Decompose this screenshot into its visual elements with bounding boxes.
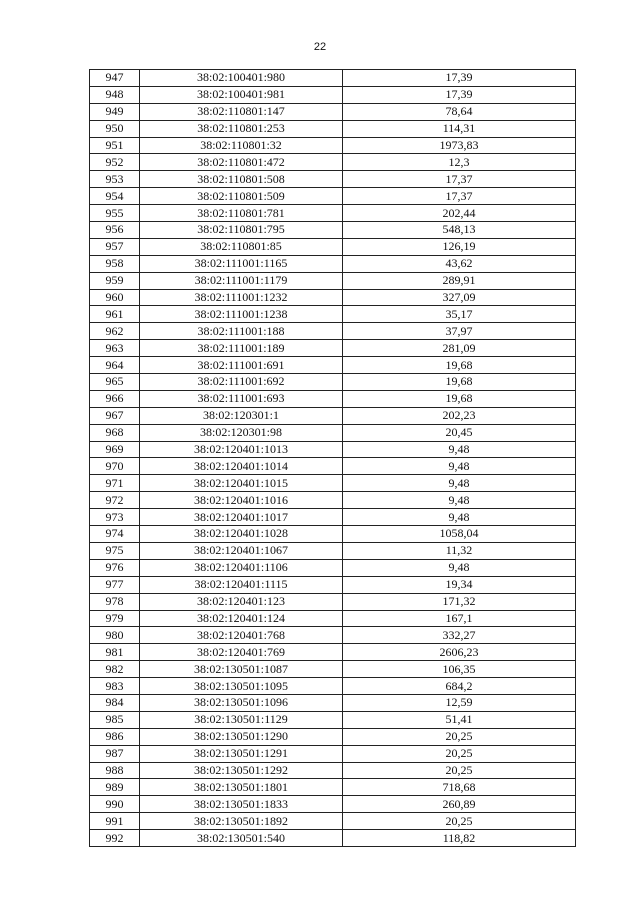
row-number-cell: 991 — [90, 813, 140, 830]
row-number-cell: 970 — [90, 458, 140, 475]
row-number-cell: 974 — [90, 526, 140, 543]
value-cell: 327,09 — [343, 289, 576, 306]
table-row — [90, 728, 576, 745]
row-number-cell: 952 — [90, 154, 140, 171]
cadastral-number-cell: 38:02:110801:85 — [140, 238, 343, 255]
cadastral-number-cell: 38:02:120401:769 — [140, 644, 343, 661]
row-number-cell: 964 — [90, 357, 140, 374]
row-number-cell: 968 — [90, 424, 140, 441]
value-cell: 118,82 — [343, 830, 576, 847]
row-number-cell: 989 — [90, 779, 140, 796]
row-number-cell: 959 — [90, 272, 140, 289]
row-number-cell: 956 — [90, 222, 140, 239]
table-row — [90, 171, 576, 188]
cadastral-table — [89, 69, 576, 847]
value-cell: 9,48 — [343, 559, 576, 576]
cadastral-number-cell: 38:02:130501:1291 — [140, 745, 343, 762]
cadastral-number-cell: 38:02:111001:693 — [140, 390, 343, 407]
cadastral-number-cell: 38:02:120301:98 — [140, 424, 343, 441]
value-cell: 19,68 — [343, 357, 576, 374]
cadastral-number-cell: 38:02:120401:1067 — [140, 542, 343, 559]
cadastral-number-cell: 38:02:120401:1115 — [140, 576, 343, 593]
value-cell: 2606,23 — [343, 644, 576, 661]
row-number-cell: 958 — [90, 255, 140, 272]
row-number-cell: 950 — [90, 120, 140, 137]
table-row — [90, 779, 576, 796]
table-row — [90, 306, 576, 323]
value-cell: 78,64 — [343, 103, 576, 120]
value-cell: 35,17 — [343, 306, 576, 323]
cadastral-number-cell: 38:02:111001:691 — [140, 357, 343, 374]
table-row — [90, 289, 576, 306]
cadastral-number-cell: 38:02:120401:1014 — [140, 458, 343, 475]
cadastral-number-cell: 38:02:110801:795 — [140, 222, 343, 239]
table-row — [90, 120, 576, 137]
row-number-cell: 962 — [90, 323, 140, 340]
table-row — [90, 137, 576, 154]
cadastral-number-cell: 38:02:110801:509 — [140, 188, 343, 205]
table-row — [90, 627, 576, 644]
row-number-cell: 957 — [90, 238, 140, 255]
table-row — [90, 661, 576, 678]
value-cell: 37,97 — [343, 323, 576, 340]
value-cell: 9,48 — [343, 475, 576, 492]
table-row — [90, 492, 576, 509]
cadastral-number-cell: 38:02:110801:508 — [140, 171, 343, 188]
cadastral-number-cell: 38:02:111001:1232 — [140, 289, 343, 306]
cadastral-number-cell: 38:02:100401:980 — [140, 70, 343, 87]
value-cell: 281,09 — [343, 340, 576, 357]
cadastral-number-cell: 38:02:111001:1165 — [140, 255, 343, 272]
row-number-cell: 979 — [90, 610, 140, 627]
table-row — [90, 509, 576, 526]
row-number-cell: 966 — [90, 390, 140, 407]
value-cell: 17,37 — [343, 188, 576, 205]
table-row — [90, 526, 576, 543]
row-number-cell: 983 — [90, 678, 140, 695]
table-row — [90, 694, 576, 711]
cadastral-number-cell: 38:02:130501:1801 — [140, 779, 343, 796]
table-row — [90, 86, 576, 103]
table-row — [90, 70, 576, 87]
value-cell: 332,27 — [343, 627, 576, 644]
row-number-cell: 967 — [90, 407, 140, 424]
table-row — [90, 154, 576, 171]
table-body — [90, 70, 576, 847]
table-row — [90, 255, 576, 272]
cadastral-number-cell: 38:02:130501:1096 — [140, 694, 343, 711]
cadastral-number-cell: 38:02:130501:1290 — [140, 728, 343, 745]
cadastral-number-cell: 38:02:110801:781 — [140, 205, 343, 222]
row-number-cell: 981 — [90, 644, 140, 661]
table-row — [90, 678, 576, 695]
row-number-cell: 990 — [90, 796, 140, 813]
cadastral-number-cell: 38:02:120401:1028 — [140, 526, 343, 543]
cadastral-number-cell: 38:02:100401:981 — [140, 86, 343, 103]
table-row — [90, 796, 576, 813]
value-cell: 51,41 — [343, 711, 576, 728]
cadastral-number-cell: 38:02:111001:1238 — [140, 306, 343, 323]
row-number-cell: 978 — [90, 593, 140, 610]
value-cell: 202,44 — [343, 205, 576, 222]
table-row — [90, 390, 576, 407]
row-number-cell: 947 — [90, 70, 140, 87]
row-number-cell: 949 — [90, 103, 140, 120]
value-cell: 19,68 — [343, 374, 576, 391]
row-number-cell: 972 — [90, 492, 140, 509]
row-number-cell: 954 — [90, 188, 140, 205]
table-row — [90, 830, 576, 847]
value-cell: 12,59 — [343, 694, 576, 711]
row-number-cell: 948 — [90, 86, 140, 103]
cadastral-number-cell: 38:02:120401:1016 — [140, 492, 343, 509]
value-cell: 20,45 — [343, 424, 576, 441]
table-row — [90, 475, 576, 492]
value-cell: 167,1 — [343, 610, 576, 627]
table-row — [90, 559, 576, 576]
cadastral-number-cell: 38:02:120401:1106 — [140, 559, 343, 576]
table-row — [90, 424, 576, 441]
value-cell: 260,89 — [343, 796, 576, 813]
row-number-cell: 963 — [90, 340, 140, 357]
table-row — [90, 542, 576, 559]
cadastral-number-cell: 38:02:120401:124 — [140, 610, 343, 627]
cadastral-number-cell: 38:02:130501:1292 — [140, 762, 343, 779]
row-number-cell: 988 — [90, 762, 140, 779]
value-cell: 12,3 — [343, 154, 576, 171]
page-number: 22 — [313, 41, 327, 53]
value-cell: 114,31 — [343, 120, 576, 137]
cadastral-number-cell: 38:02:130501:540 — [140, 830, 343, 847]
value-cell: 19,34 — [343, 576, 576, 593]
value-cell: 20,25 — [343, 762, 576, 779]
value-cell: 289,91 — [343, 272, 576, 289]
cadastral-number-cell: 38:02:110801:253 — [140, 120, 343, 137]
row-number-cell: 992 — [90, 830, 140, 847]
value-cell: 20,25 — [343, 813, 576, 830]
value-cell: 9,48 — [343, 441, 576, 458]
table-row — [90, 644, 576, 661]
table-row — [90, 222, 576, 239]
row-number-cell: 971 — [90, 475, 140, 492]
value-cell: 17,39 — [343, 70, 576, 87]
value-cell: 1973,83 — [343, 137, 576, 154]
value-cell: 718,68 — [343, 779, 576, 796]
cadastral-number-cell: 38:02:111001:692 — [140, 374, 343, 391]
cadastral-number-cell: 38:02:111001:1179 — [140, 272, 343, 289]
row-number-cell: 986 — [90, 728, 140, 745]
table-row — [90, 813, 576, 830]
cadastral-number-cell: 38:02:130501:1833 — [140, 796, 343, 813]
row-number-cell: 982 — [90, 661, 140, 678]
row-number-cell: 976 — [90, 559, 140, 576]
row-number-cell: 965 — [90, 374, 140, 391]
table-row — [90, 205, 576, 222]
value-cell: 19,68 — [343, 390, 576, 407]
table-row — [90, 762, 576, 779]
table-row — [90, 711, 576, 728]
table-row — [90, 745, 576, 762]
table-row — [90, 188, 576, 205]
value-cell: 9,48 — [343, 492, 576, 509]
row-number-cell: 969 — [90, 441, 140, 458]
row-number-cell: 985 — [90, 711, 140, 728]
table-row — [90, 340, 576, 357]
cadastral-number-cell: 38:02:120401:123 — [140, 593, 343, 610]
table-row — [90, 323, 576, 340]
table-row — [90, 610, 576, 627]
value-cell: 17,37 — [343, 171, 576, 188]
table-row — [90, 272, 576, 289]
row-number-cell: 984 — [90, 694, 140, 711]
row-number-cell: 977 — [90, 576, 140, 593]
cadastral-number-cell: 38:02:110801:472 — [140, 154, 343, 171]
row-number-cell: 955 — [90, 205, 140, 222]
value-cell: 684,2 — [343, 678, 576, 695]
cadastral-number-cell: 38:02:120401:1015 — [140, 475, 343, 492]
value-cell: 126,19 — [343, 238, 576, 255]
row-number-cell: 975 — [90, 542, 140, 559]
value-cell: 43,62 — [343, 255, 576, 272]
value-cell: 1058,04 — [343, 526, 576, 543]
row-number-cell: 961 — [90, 306, 140, 323]
value-cell: 548,13 — [343, 222, 576, 239]
table-row — [90, 593, 576, 610]
cadastral-number-cell: 38:02:110801:32 — [140, 137, 343, 154]
table-row — [90, 238, 576, 255]
cadastral-number-cell: 38:02:120401:768 — [140, 627, 343, 644]
table-row — [90, 576, 576, 593]
table-row — [90, 441, 576, 458]
row-number-cell: 973 — [90, 509, 140, 526]
cadastral-number-cell: 38:02:130501:1892 — [140, 813, 343, 830]
row-number-cell: 960 — [90, 289, 140, 306]
table-row — [90, 374, 576, 391]
table-row — [90, 458, 576, 475]
value-cell: 202,23 — [343, 407, 576, 424]
value-cell: 11,32 — [343, 542, 576, 559]
table-row — [90, 357, 576, 374]
cadastral-number-cell: 38:02:120401:1013 — [140, 441, 343, 458]
value-cell: 17,39 — [343, 86, 576, 103]
cadastral-number-cell: 38:02:110801:147 — [140, 103, 343, 120]
value-cell: 20,25 — [343, 745, 576, 762]
value-cell: 106,35 — [343, 661, 576, 678]
cadastral-number-cell: 38:02:111001:189 — [140, 340, 343, 357]
table-row — [90, 103, 576, 120]
value-cell: 9,48 — [343, 509, 576, 526]
row-number-cell: 980 — [90, 627, 140, 644]
cadastral-number-cell: 38:02:111001:188 — [140, 323, 343, 340]
value-cell: 9,48 — [343, 458, 576, 475]
cadastral-number-cell: 38:02:120301:1 — [140, 407, 343, 424]
cadastral-number-cell: 38:02:120401:1017 — [140, 509, 343, 526]
table-row — [90, 407, 576, 424]
value-cell: 20,25 — [343, 728, 576, 745]
cadastral-number-cell: 38:02:130501:1087 — [140, 661, 343, 678]
row-number-cell: 987 — [90, 745, 140, 762]
value-cell: 171,32 — [343, 593, 576, 610]
row-number-cell: 951 — [90, 137, 140, 154]
row-number-cell: 953 — [90, 171, 140, 188]
cadastral-number-cell: 38:02:130501:1129 — [140, 711, 343, 728]
cadastral-number-cell: 38:02:130501:1095 — [140, 678, 343, 695]
